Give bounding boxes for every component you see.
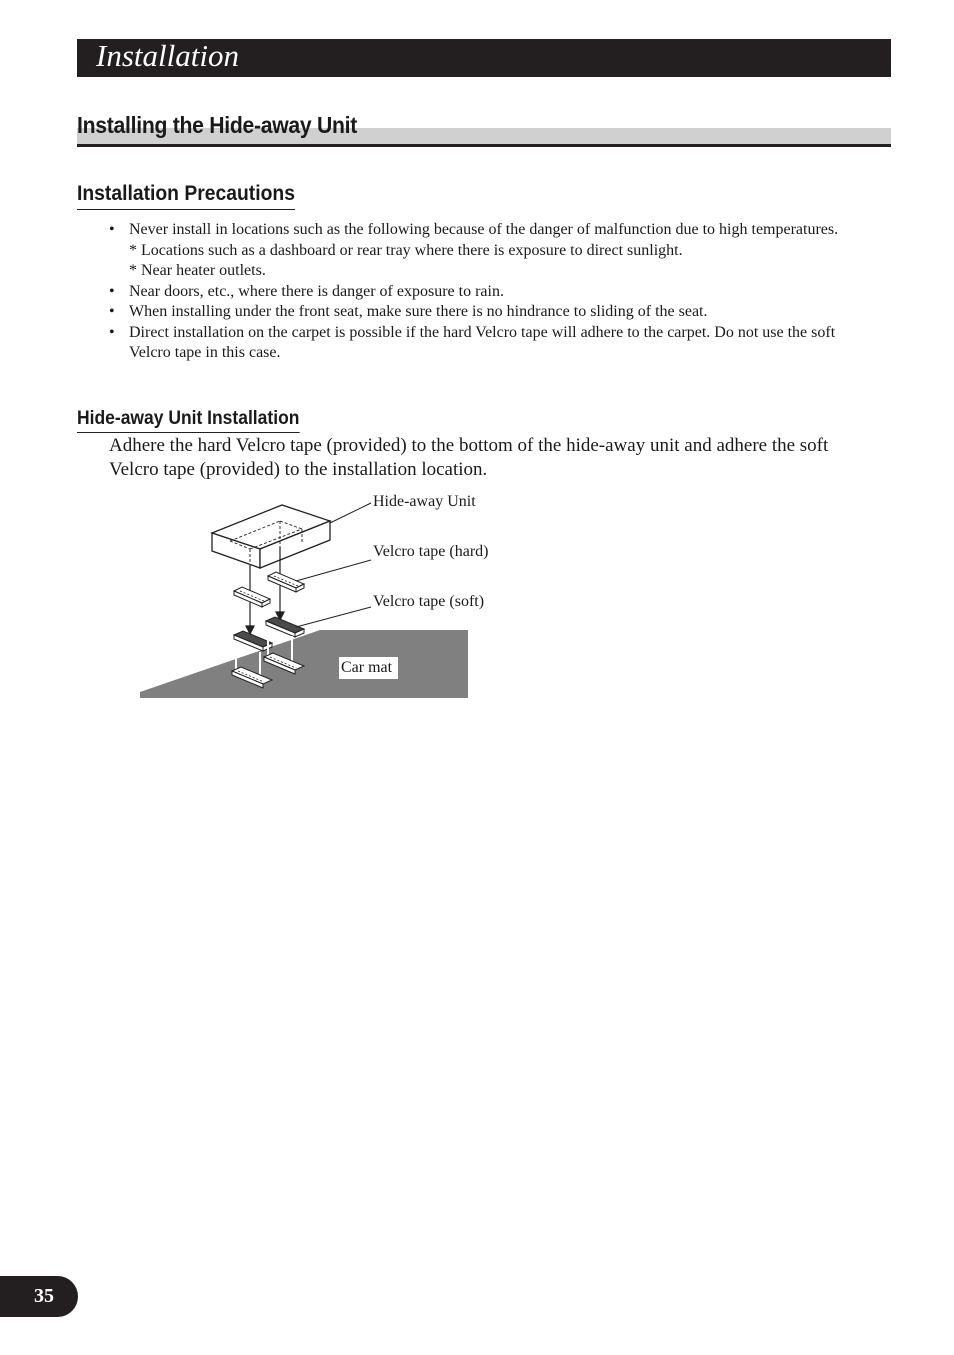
bullet-dot: • bbox=[109, 221, 115, 238]
page-number: 35 bbox=[34, 1285, 54, 1307]
bullet-dot: • bbox=[109, 323, 115, 341]
list-item bbox=[109, 302, 869, 323]
installation-body: Adhere the hard Velcro tape (provided) to the bottom of the hide-away unit and adhere the soft Velcro tape (provided) to the installation location. bbox=[109, 435, 829, 480]
list-item bbox=[109, 323, 869, 364]
label-hide-away-unit: Hide-away Unit bbox=[373, 493, 476, 510]
precautions-heading: Installation Precautions bbox=[77, 180, 295, 210]
list-item-note: * Locations such as a dashboard or rear tray where there is exposure to direct sunlight. bbox=[129, 241, 683, 259]
velcro-hard-upper bbox=[234, 587, 270, 607]
bullet-dot: • bbox=[109, 282, 115, 300]
label-velcro-soft: Velcro tape (soft) bbox=[373, 593, 485, 610]
page-number-tab bbox=[0, 1276, 78, 1317]
installation-heading: Hide-away Unit Installation bbox=[77, 406, 299, 433]
velcro-hard-right bbox=[268, 572, 304, 592]
velcro-soft-right bbox=[266, 617, 304, 637]
installation-figure bbox=[130, 485, 530, 705]
precautions-list bbox=[109, 220, 869, 364]
section-header-rule bbox=[77, 144, 891, 147]
chapter-title: Installation bbox=[96, 38, 239, 73]
list-item-note: * Near heater outlets. bbox=[129, 262, 266, 279]
list-item-text: When installing under the front seat, make sure there is no hindrance to sliding of the seat. bbox=[129, 303, 708, 320]
bullet-dot: • bbox=[109, 303, 115, 320]
list-item bbox=[109, 282, 869, 303]
chapter-header-bar bbox=[77, 39, 891, 77]
list-item-text: Direct installation on the carpet is possible if the hard Velcro tape will adhere to the carpet. Do not use the soft Velcro tape in this case. bbox=[129, 323, 836, 361]
list-item-text: Never install in locations such as the following because of the danger of malfunction due to high temperatures. bbox=[129, 221, 839, 238]
car-mat-shape bbox=[140, 630, 468, 698]
list-item-text: Near doors, etc., where there is danger of exposure to rain. bbox=[129, 282, 504, 300]
hide-away-unit-box bbox=[212, 505, 330, 568]
section-title: Installing the Hide-away Unit bbox=[77, 112, 358, 138]
list-item bbox=[109, 220, 869, 282]
velcro-soft-left bbox=[234, 631, 272, 651]
section-header bbox=[77, 108, 891, 147]
label-velcro-hard: Velcro tape (hard) bbox=[373, 543, 489, 560]
label-car-mat: Car mat bbox=[339, 657, 398, 679]
